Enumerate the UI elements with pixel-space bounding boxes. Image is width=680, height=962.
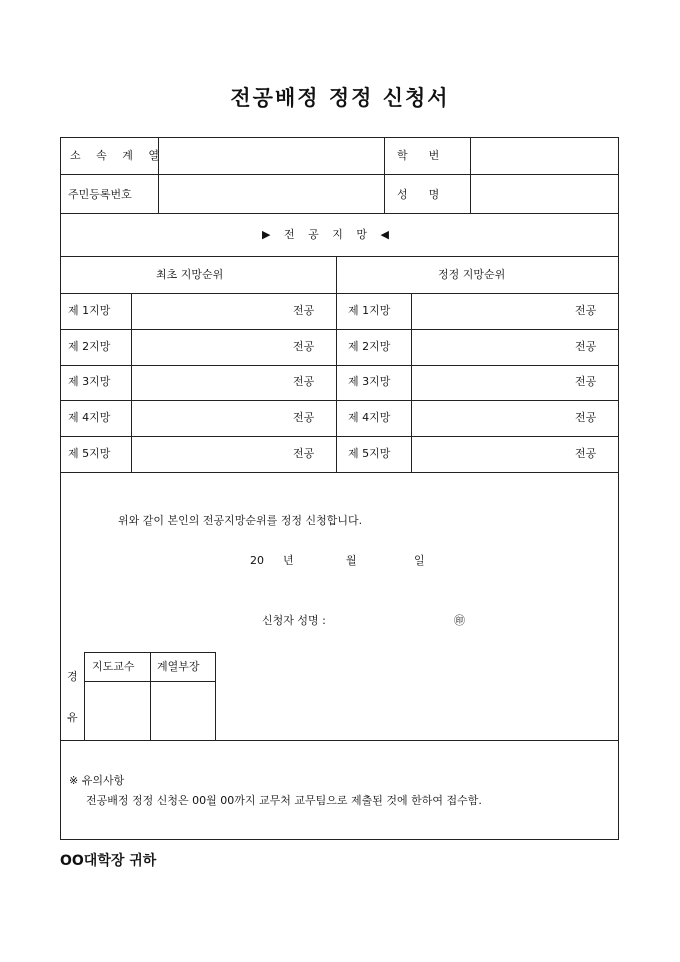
row-divider [60, 213, 619, 214]
revised-pref-major-suffix: 전공 [575, 340, 597, 353]
initial-pref-row-label: 제 3지망 [68, 375, 111, 388]
date-year: 20 [250, 554, 264, 567]
notes-heading: ※ 유의사항 [69, 774, 125, 787]
name-label: 성 명 [397, 188, 440, 201]
applicant-label: 신청자 성명 : [262, 614, 326, 627]
revised-pref-row-label: 제 4지망 [348, 411, 391, 424]
row-divider [60, 256, 619, 257]
row-divider [60, 740, 619, 741]
statement-text: 위와 같이 본인의 전공지망순위를 정정 신청합니다. [118, 514, 363, 527]
affiliation-field[interactable] [159, 138, 384, 174]
affiliation-label: 소 속 계 열 [70, 149, 165, 162]
initial-pref-row-label: 제 5지망 [68, 447, 111, 460]
major-pref-section-label: ▶ 전 공 지 망 ◀ [262, 228, 389, 241]
advisor-signature-box[interactable] [85, 682, 149, 739]
revised-pref-major-suffix: 전공 [575, 447, 597, 460]
notes-text: 전공배정 정정 신청은 00월 00까지 교무처 교무팀으로 제출된 것에 한하여 접수함. [86, 794, 482, 807]
dept-head-signature-box[interactable] [151, 682, 214, 739]
col-divider [384, 137, 385, 213]
revised-pref-major-suffix: 전공 [575, 304, 597, 317]
revised-pref-row-label: 제 1지망 [348, 304, 391, 317]
route-label-1: 경 [67, 670, 78, 683]
dept-head-label: 계열부장 [157, 660, 200, 673]
date-month-unit: 월 [346, 554, 357, 567]
footer-addressee: OO대학장 귀하 [60, 853, 157, 869]
initial-pref-major-suffix: 전공 [293, 447, 315, 460]
route-label-2: 유 [67, 711, 78, 724]
row-divider [60, 472, 619, 473]
advisor-label: 지도교수 [92, 660, 135, 673]
date-day-unit: 일 [414, 554, 425, 567]
initial-pref-major-suffix: 전공 [293, 411, 315, 424]
row-divider [60, 293, 619, 294]
col-divider [131, 293, 132, 472]
col-divider [336, 256, 337, 472]
revised-pref-major-suffix: 전공 [575, 375, 597, 388]
revised-pref-major-suffix: 전공 [575, 411, 597, 424]
initial-pref-row-label: 제 4지망 [68, 411, 111, 424]
initial-pref-major-suffix: 전공 [293, 340, 315, 353]
col-divider [411, 293, 412, 472]
row-divider [60, 436, 619, 437]
row-divider [60, 365, 619, 366]
initial-pref-row-label: 제 2지망 [68, 340, 111, 353]
student-id-field[interactable] [471, 138, 618, 174]
name-field[interactable] [471, 175, 618, 213]
initial-pref-row-label: 제 1지망 [68, 304, 111, 317]
row-divider [60, 400, 619, 401]
resident-no-field[interactable] [159, 175, 384, 213]
approval-col-divider [215, 652, 216, 740]
form-title: 전공배정 정정 신청서 [230, 85, 450, 110]
resident-no-label: 주민등록번호 [68, 188, 132, 201]
revised-pref-header: 정정 지망순위 [438, 268, 506, 281]
initial-pref-major-suffix: 전공 [293, 375, 315, 388]
revised-pref-row-label: 제 2지망 [348, 340, 391, 353]
row-divider [60, 329, 619, 330]
revised-pref-row-label: 제 3지망 [348, 375, 391, 388]
date-year-unit: 년 [283, 554, 294, 567]
student-id-label: 학 번 [397, 149, 440, 162]
initial-pref-header: 최초 지망순위 [156, 268, 224, 281]
seal-mark: ㊞ [454, 614, 465, 627]
initial-pref-major-suffix: 전공 [293, 304, 315, 317]
revised-pref-row-label: 제 5지망 [348, 447, 391, 460]
